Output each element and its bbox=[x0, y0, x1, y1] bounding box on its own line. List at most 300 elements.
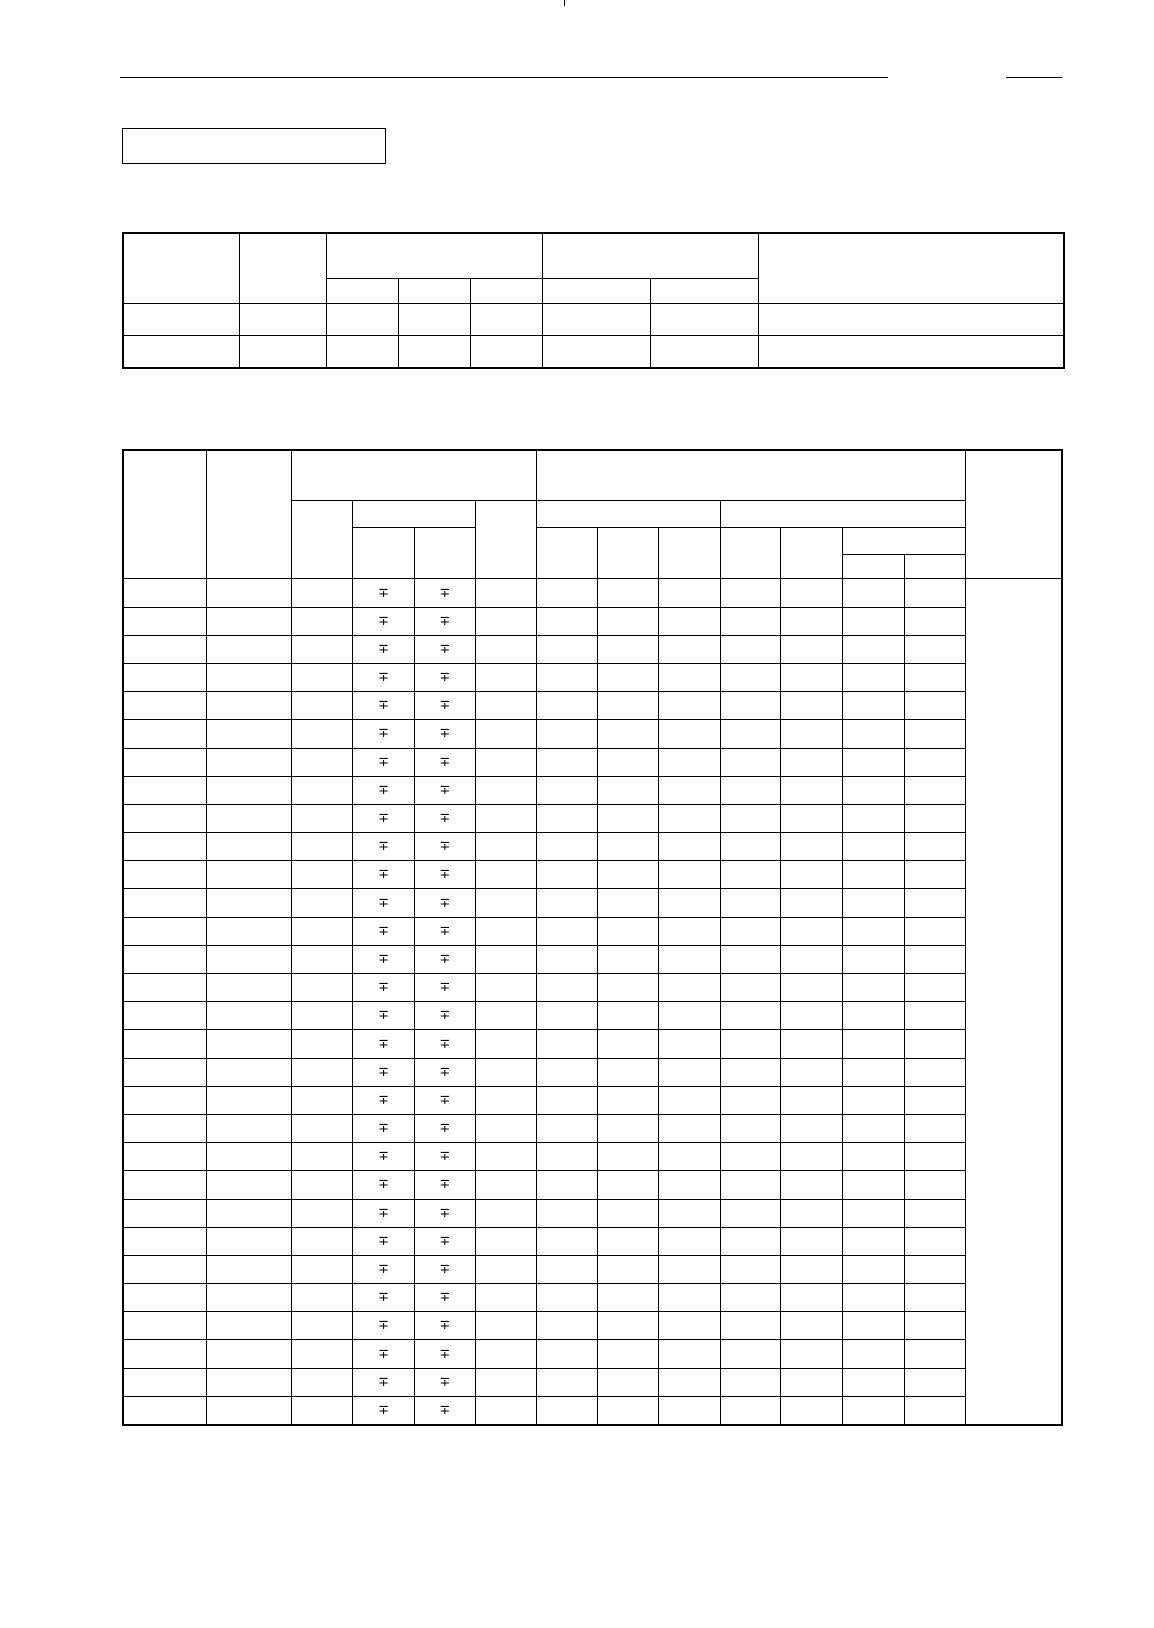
marker-symbol: ∓ bbox=[439, 839, 451, 855]
table-cell bbox=[475, 833, 536, 861]
table-cell bbox=[658, 917, 720, 945]
table-cell bbox=[123, 945, 206, 973]
marker-symbol: ∓ bbox=[378, 951, 390, 967]
table-cell bbox=[904, 861, 965, 889]
table-row bbox=[123, 1058, 1062, 1086]
marker-symbol: ∓ bbox=[439, 923, 451, 939]
table-cell bbox=[206, 1312, 291, 1340]
table-cell bbox=[781, 917, 843, 945]
table-cell bbox=[123, 1340, 206, 1368]
marker-cell bbox=[353, 663, 414, 691]
table-cell bbox=[292, 1171, 353, 1199]
t1-cell bbox=[470, 303, 542, 335]
table-cell bbox=[537, 692, 598, 720]
table-cell bbox=[206, 1284, 291, 1312]
table-cell bbox=[904, 1114, 965, 1142]
table-cell bbox=[475, 579, 536, 607]
marker-symbol: ∓ bbox=[439, 811, 451, 826]
table-cell bbox=[720, 1058, 780, 1086]
table-cell bbox=[475, 748, 536, 776]
marker-symbol: ∓ bbox=[439, 1008, 451, 1024]
table-cell bbox=[720, 974, 780, 1002]
t1-header-cell bbox=[239, 233, 326, 303]
marker-symbol: ∓ bbox=[439, 1233, 451, 1249]
table-cell bbox=[475, 804, 536, 832]
table-row bbox=[123, 1002, 1062, 1030]
t1-cell bbox=[470, 336, 542, 369]
t2-subheader-cell bbox=[843, 555, 904, 579]
table-cell bbox=[781, 861, 843, 889]
table-cell bbox=[475, 1002, 536, 1030]
marker-symbol: ∓ bbox=[378, 1402, 390, 1418]
table-cell bbox=[843, 635, 904, 663]
table-cell bbox=[658, 804, 720, 832]
marker-symbol: ∓ bbox=[378, 839, 390, 855]
t1-subheader-cell bbox=[326, 279, 398, 303]
table-cell bbox=[206, 1227, 291, 1255]
table-cell bbox=[123, 748, 206, 776]
t1-cell bbox=[650, 303, 758, 335]
table-cell bbox=[292, 1086, 353, 1114]
table-cell bbox=[123, 1284, 206, 1312]
marker-cell bbox=[414, 1114, 475, 1142]
marker-cell bbox=[353, 1143, 414, 1171]
table-row bbox=[123, 917, 1062, 945]
table-cell bbox=[475, 1312, 536, 1340]
table-cell bbox=[843, 1058, 904, 1086]
t2-subheader-cell bbox=[537, 528, 598, 579]
table-cell bbox=[720, 1030, 780, 1058]
marker-symbol: ∓ bbox=[378, 1374, 390, 1390]
table-cell bbox=[658, 1114, 720, 1142]
marker-symbol: ∓ bbox=[439, 1318, 451, 1334]
marker-cell bbox=[353, 1396, 414, 1425]
t1-header-group bbox=[326, 233, 542, 279]
table-cell bbox=[537, 1396, 598, 1425]
table-cell bbox=[904, 1227, 965, 1255]
table-cell bbox=[781, 1199, 843, 1227]
table-cell bbox=[292, 861, 353, 889]
marker-cell bbox=[353, 1114, 414, 1142]
table-row bbox=[123, 804, 1062, 832]
marker-cell bbox=[353, 1312, 414, 1340]
table-cell bbox=[598, 804, 658, 832]
marker-cell bbox=[414, 861, 475, 889]
table-cell bbox=[843, 579, 904, 607]
table-cell bbox=[537, 945, 598, 973]
table-cell bbox=[123, 974, 206, 1002]
table-cell bbox=[537, 1312, 598, 1340]
t2-subheader-cell bbox=[658, 528, 720, 579]
table-cell bbox=[475, 1199, 536, 1227]
table-cell bbox=[292, 804, 353, 832]
table-cell bbox=[206, 917, 291, 945]
marker-cell bbox=[414, 607, 475, 635]
table-cell bbox=[598, 748, 658, 776]
marker-symbol: ∓ bbox=[378, 1318, 390, 1334]
marker-symbol: ∓ bbox=[439, 698, 451, 714]
table-cell bbox=[292, 917, 353, 945]
table-cell bbox=[475, 1255, 536, 1283]
marker-cell bbox=[353, 579, 414, 607]
t2-subheader-group bbox=[353, 500, 476, 527]
marker-cell bbox=[414, 1086, 475, 1114]
table-cell bbox=[123, 1255, 206, 1283]
table-cell bbox=[598, 1114, 658, 1142]
table-cell bbox=[720, 635, 780, 663]
table-cell bbox=[537, 1171, 598, 1199]
marker-symbol: ∓ bbox=[439, 1064, 451, 1080]
table-cell bbox=[720, 1114, 780, 1142]
marker-symbol: ∓ bbox=[378, 613, 390, 629]
table-cell bbox=[123, 776, 206, 804]
table-cell bbox=[904, 974, 965, 1002]
table-cell bbox=[292, 1199, 353, 1227]
table-cell bbox=[292, 692, 353, 720]
table-cell bbox=[904, 1143, 965, 1171]
marker-cell bbox=[414, 1396, 475, 1425]
table-cell bbox=[598, 1255, 658, 1283]
table-cell bbox=[206, 861, 291, 889]
marker-cell bbox=[414, 635, 475, 663]
table-cell bbox=[123, 1058, 206, 1086]
table-row bbox=[123, 720, 1062, 748]
marker-cell bbox=[353, 974, 414, 1002]
table-cell bbox=[904, 1284, 965, 1312]
marker-symbol: ∓ bbox=[378, 1177, 390, 1193]
table-cell bbox=[720, 1227, 780, 1255]
marker-symbol: ∓ bbox=[439, 1374, 451, 1390]
table-cell bbox=[720, 917, 780, 945]
table-cell bbox=[720, 1171, 780, 1199]
table-cell bbox=[781, 1143, 843, 1171]
table-cell bbox=[720, 861, 780, 889]
table-cell bbox=[843, 804, 904, 832]
table-cell bbox=[475, 776, 536, 804]
table-cell bbox=[781, 889, 843, 917]
table-cell bbox=[843, 748, 904, 776]
table-cell bbox=[598, 889, 658, 917]
table-cell bbox=[475, 1368, 536, 1396]
marker-symbol: ∓ bbox=[439, 1149, 451, 1165]
table-cell bbox=[598, 1143, 658, 1171]
table-cell bbox=[206, 1199, 291, 1227]
table-cell bbox=[537, 1368, 598, 1396]
table-cell bbox=[598, 692, 658, 720]
table-cell bbox=[292, 720, 353, 748]
table-cell bbox=[537, 917, 598, 945]
table-cell bbox=[781, 1368, 843, 1396]
marker-cell bbox=[414, 1199, 475, 1227]
table-cell bbox=[843, 692, 904, 720]
table-cell bbox=[598, 1340, 658, 1368]
table-cell bbox=[123, 692, 206, 720]
table-cell bbox=[904, 1086, 965, 1114]
table-row bbox=[123, 1030, 1062, 1058]
table-cell bbox=[598, 776, 658, 804]
marker-cell bbox=[353, 1171, 414, 1199]
table-cell bbox=[904, 1368, 965, 1396]
table-cell bbox=[658, 945, 720, 973]
marker-cell bbox=[414, 720, 475, 748]
table-cell bbox=[658, 1255, 720, 1283]
table-cell bbox=[475, 692, 536, 720]
table-cell bbox=[658, 1058, 720, 1086]
table-cell bbox=[658, 1340, 720, 1368]
marker-symbol: ∓ bbox=[378, 754, 390, 770]
table-row bbox=[123, 607, 1062, 635]
top-center-tick bbox=[564, 0, 565, 6]
table-cell bbox=[904, 1255, 965, 1283]
table-row bbox=[123, 945, 1062, 973]
table-cell bbox=[781, 974, 843, 1002]
marker-cell bbox=[353, 776, 414, 804]
marker-symbol: ∓ bbox=[439, 754, 451, 770]
table-cell bbox=[475, 607, 536, 635]
marker-cell bbox=[353, 1030, 414, 1058]
table-cell bbox=[292, 1058, 353, 1086]
table-cell bbox=[537, 1114, 598, 1142]
table-cell bbox=[123, 635, 206, 663]
table-cell bbox=[537, 607, 598, 635]
table-cell bbox=[206, 974, 291, 1002]
table-cell bbox=[720, 889, 780, 917]
table-cell bbox=[658, 1284, 720, 1312]
table-cell bbox=[537, 748, 598, 776]
table-cell bbox=[658, 635, 720, 663]
table-cell bbox=[598, 1030, 658, 1058]
t2-header-group-a bbox=[292, 450, 537, 500]
marker-cell bbox=[414, 1030, 475, 1058]
table-cell bbox=[598, 945, 658, 973]
table-cell bbox=[206, 1143, 291, 1171]
marker-symbol: ∓ bbox=[439, 726, 451, 742]
marker-symbol: ∓ bbox=[378, 867, 390, 883]
table-row bbox=[123, 776, 1062, 804]
table-cell bbox=[206, 889, 291, 917]
table-cell bbox=[598, 1396, 658, 1425]
table-cell bbox=[206, 1030, 291, 1058]
t2-subheader-group bbox=[843, 528, 966, 555]
table-cell bbox=[206, 776, 291, 804]
table-cell bbox=[537, 833, 598, 861]
table-cell bbox=[475, 889, 536, 917]
table-row bbox=[123, 635, 1062, 663]
table-cell bbox=[720, 1255, 780, 1283]
table-cell bbox=[720, 1143, 780, 1171]
table-cell bbox=[292, 663, 353, 691]
table-cell bbox=[598, 663, 658, 691]
table-cell bbox=[206, 945, 291, 973]
t2-header-cell bbox=[206, 450, 291, 579]
table-cell bbox=[206, 1255, 291, 1283]
table-cell bbox=[904, 804, 965, 832]
table-cell bbox=[843, 1171, 904, 1199]
table-cell bbox=[843, 833, 904, 861]
table-cell bbox=[781, 1284, 843, 1312]
t1-cell bbox=[398, 336, 470, 369]
table-cell bbox=[123, 804, 206, 832]
table-cell bbox=[292, 833, 353, 861]
marker-cell bbox=[414, 1143, 475, 1171]
table-cell bbox=[598, 917, 658, 945]
marker-symbol: ∓ bbox=[439, 980, 451, 996]
marker-cell bbox=[414, 1284, 475, 1312]
table-cell bbox=[720, 833, 780, 861]
marker-cell bbox=[353, 692, 414, 720]
table-cell bbox=[658, 1312, 720, 1340]
table-cell bbox=[904, 748, 965, 776]
table-cell bbox=[658, 720, 720, 748]
table-cell bbox=[123, 1002, 206, 1030]
table-cell bbox=[904, 720, 965, 748]
t2-header-cell bbox=[123, 450, 206, 579]
t1-cell bbox=[326, 303, 398, 335]
table-cell bbox=[206, 635, 291, 663]
table-cell bbox=[598, 1002, 658, 1030]
table-cell bbox=[904, 692, 965, 720]
marker-cell bbox=[414, 1227, 475, 1255]
table-cell bbox=[598, 1171, 658, 1199]
table-cell bbox=[781, 1058, 843, 1086]
table-cell bbox=[537, 804, 598, 832]
table-row bbox=[123, 1396, 1062, 1425]
marker-symbol: ∓ bbox=[439, 782, 451, 798]
table-cell bbox=[720, 1368, 780, 1396]
t1-header-cell bbox=[123, 233, 239, 303]
table-cell bbox=[537, 1199, 598, 1227]
t1-subheader-cell bbox=[542, 279, 650, 303]
marker-symbol: ∓ bbox=[378, 585, 390, 601]
marker-cell bbox=[353, 917, 414, 945]
table-row bbox=[123, 579, 1062, 607]
table-row bbox=[123, 833, 1062, 861]
table-cell bbox=[781, 1114, 843, 1142]
table-cell bbox=[292, 1114, 353, 1142]
table-cell bbox=[475, 720, 536, 748]
table-cell bbox=[904, 945, 965, 973]
table-cell bbox=[781, 776, 843, 804]
t1-subheader-cell bbox=[398, 279, 470, 303]
table-cell bbox=[843, 720, 904, 748]
table-cell bbox=[123, 889, 206, 917]
table-cell bbox=[475, 663, 536, 691]
table-cell bbox=[475, 1143, 536, 1171]
table-row bbox=[123, 1284, 1062, 1312]
table-cell bbox=[904, 1002, 965, 1030]
table-cell bbox=[537, 1284, 598, 1312]
table-cell bbox=[658, 1199, 720, 1227]
table-cell bbox=[843, 1284, 904, 1312]
marker-symbol: ∓ bbox=[378, 923, 390, 939]
table-row bbox=[123, 1114, 1062, 1142]
table-cell bbox=[658, 607, 720, 635]
remarks-cell bbox=[965, 579, 1062, 1425]
table-cell bbox=[206, 748, 291, 776]
table-cell bbox=[781, 804, 843, 832]
table-cell bbox=[843, 945, 904, 973]
table-cell bbox=[720, 1199, 780, 1227]
table-cell bbox=[123, 1227, 206, 1255]
marker-cell bbox=[414, 917, 475, 945]
table-cell bbox=[206, 692, 291, 720]
t1-subheader-cell bbox=[470, 279, 542, 303]
table-cell bbox=[904, 1312, 965, 1340]
t2-subheader-cell bbox=[292, 500, 353, 579]
table-cell bbox=[843, 917, 904, 945]
table-cell bbox=[598, 607, 658, 635]
marker-cell bbox=[353, 833, 414, 861]
marker-symbol: ∓ bbox=[439, 1092, 451, 1108]
table-cell bbox=[292, 579, 353, 607]
table-cell bbox=[658, 1002, 720, 1030]
marker-cell bbox=[353, 720, 414, 748]
table-cell bbox=[658, 1030, 720, 1058]
marker-cell bbox=[353, 861, 414, 889]
table-cell bbox=[658, 692, 720, 720]
t1-cell bbox=[758, 303, 1064, 335]
table-cell bbox=[537, 1002, 598, 1030]
t1-cell bbox=[123, 336, 239, 369]
table-cell bbox=[904, 1171, 965, 1199]
marker-cell bbox=[414, 1340, 475, 1368]
table-cell bbox=[292, 1368, 353, 1396]
table-cell bbox=[537, 579, 598, 607]
table-cell bbox=[598, 974, 658, 1002]
marker-symbol: ∓ bbox=[378, 1262, 390, 1277]
table-cell bbox=[658, 776, 720, 804]
table-cell bbox=[537, 1227, 598, 1255]
t1-cell bbox=[758, 336, 1064, 369]
table-row bbox=[123, 889, 1062, 917]
table-cell bbox=[781, 692, 843, 720]
table-cell bbox=[598, 1227, 658, 1255]
table-cell bbox=[292, 1284, 353, 1312]
table-cell bbox=[206, 1171, 291, 1199]
table-cell bbox=[292, 1030, 353, 1058]
table-cell bbox=[123, 1086, 206, 1114]
table-cell bbox=[598, 1368, 658, 1396]
table-cell bbox=[598, 1058, 658, 1086]
marker-cell bbox=[353, 748, 414, 776]
table-cell bbox=[537, 1340, 598, 1368]
table-row bbox=[123, 1199, 1062, 1227]
table-cell bbox=[843, 776, 904, 804]
table-cell bbox=[720, 579, 780, 607]
table-row bbox=[123, 748, 1062, 776]
t1-cell bbox=[326, 336, 398, 369]
table-cell bbox=[781, 607, 843, 635]
table-cell bbox=[843, 1002, 904, 1030]
table-cell bbox=[781, 635, 843, 663]
table-cell bbox=[843, 607, 904, 635]
table-cell bbox=[206, 1114, 291, 1142]
table-cell bbox=[475, 974, 536, 1002]
table-cell bbox=[843, 1114, 904, 1142]
table-cell bbox=[598, 833, 658, 861]
table-cell bbox=[720, 945, 780, 973]
table-cell bbox=[537, 663, 598, 691]
table-cell bbox=[292, 1312, 353, 1340]
table-cell bbox=[123, 607, 206, 635]
marker-cell bbox=[414, 1058, 475, 1086]
table-row bbox=[123, 692, 1062, 720]
table-cell bbox=[292, 1143, 353, 1171]
table-cell bbox=[904, 607, 965, 635]
t2-header-remarks bbox=[965, 450, 1062, 579]
marker-cell bbox=[353, 1086, 414, 1114]
table-cell bbox=[206, 833, 291, 861]
